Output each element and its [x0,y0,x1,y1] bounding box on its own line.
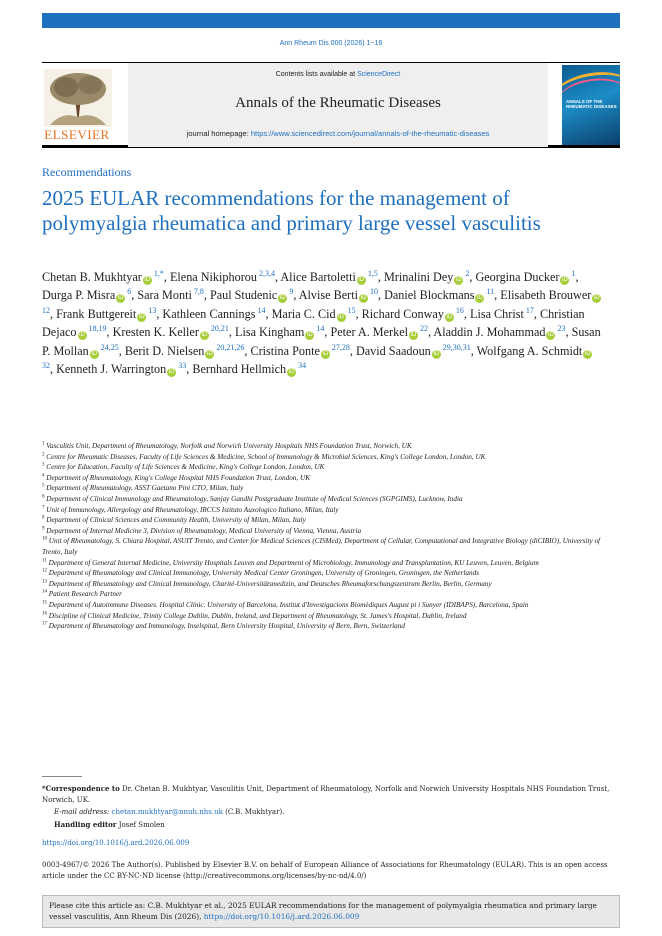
affiliation-text: Unit of Rheumatology, S. Chiara Hospital, ASUIT Trento, and Center for Medical Sciences (CISMed), Department of Cellular, Computational and Integrative Biology (diCIBIO), University of Trento, Italy [42,537,601,556]
author-name[interactable]: Alice Bartoletti [280,270,356,284]
correspondence-footnote [42,784,620,805]
affiliation-item [42,558,602,569]
affiliation-item [42,483,602,494]
affiliation-number: 17 [42,621,47,627]
affiliation-number: 14 [42,589,47,595]
orcid-icon[interactable]: iD [201,332,208,339]
orcid-icon[interactable]: iD [338,313,344,320]
affiliation-number: 4 [42,473,45,479]
author-name[interactable]: Berit D. Nielsen [124,343,205,358]
journal-name: Annals of the Rheumatic Diseases [235,95,441,111]
affiliation-number: 16 [42,611,47,617]
author-affiliation-ref[interactable]: 13 [146,305,157,315]
author [113,325,229,339]
author-affiliation-ref[interactable]: 9 [287,287,294,297]
affiliation-number: 10 [42,536,47,542]
author [235,325,324,339]
orcid-icon[interactable]: iD [279,295,286,302]
affiliation-item [42,462,602,473]
author-affiliation-ref[interactable]: 1,5 [365,268,378,278]
author-affiliation-ref[interactable]: 18,19 [86,324,107,334]
author [56,307,156,321]
affiliation-number: 2 [42,452,45,458]
author-name[interactable]: Kenneth J. Warrington [56,362,167,377]
author [272,307,356,321]
author [299,288,378,302]
orcid-icon[interactable]: iD [593,295,600,302]
citation-doi-link[interactable]: https://doi.org/10.1016/j.ard.2026.06.009 [203,912,360,921]
email-link[interactable]: chetan.mukhtyar@nnuh.nhs.uk [111,808,223,816]
affiliation-text: Centre for Rheumatic Diseases, Faculty of Life Sciences & Medicine, School of Immunology & Microbial Sciences, King's College London, London, UK [44,452,486,461]
author-name[interactable]: Christian Dejaco [42,306,585,340]
author-affiliation-ref[interactable]: 14 [314,324,325,334]
author-affiliation-ref[interactable]: 23 [555,324,566,334]
orcid-icon[interactable]: iD [410,332,417,339]
affiliation-item [42,526,602,537]
affiliation-text: Department of Rheumatology, ASST Gaetano Pini CTO, Milan, Italy [44,484,244,493]
journal-homepage-line [128,129,548,138]
author-name[interactable]: Kresten K. Keller [112,325,199,340]
orcid-icon[interactable]: iD [138,313,145,320]
author [384,288,494,302]
affiliation-text: Department of Clinical Immunology and Rheumatology, Sanjay Gandhi Postgraduate Institute of Medical Sciences (SGPGIMS), Lucknow, India [44,494,463,503]
journal-header-center [128,63,548,147]
affiliation-item [42,452,602,463]
orcid-icon[interactable]: iD [360,295,367,302]
journal-reference: Ann Rheum Dis 000 (2026) 1−16 [279,40,383,47]
doi-link[interactable]: https://doi.org/10.1016/j.ard.2026.06.009 [42,839,190,847]
affiliation-item [42,441,602,452]
author-list: Chetan B. Mukhtyar iD $^{1,*}$, Elena Nikiphorou $^{2,3,4}$, Alice Bartoletti iD $^{1,5}$, Mrinalini Dey iD $^2$, Georgina Ducker iD $^1$, Durga P. Misra iD $^6$, Sara Monti $^{7,8}$, Paul Studenic iD $^9$, Alvise Berti iD $^{10}$, Daniel Blockmans iD $^{11}$, Elisabeth Brouwer iD $^{12}$, Frank Buttgereit iD $^{13}$, Kathleen Cannings $^{14}$, Maria C. Cid iD $^{15}$, Richard Conway iD $^{16}$, Lisa Christ $^{17}$, Christian Dejaco iD $^{18,19}$, Kresten K. Keller iD $^{20,21}$, Lisa Kingham iD $^{14}$, Peter A. Merkel iD $^{22}$, Aladdin J. Mohammad iD $^{23}$, Susan P. Mollan iD $^{24,25}$, Berit D. Nielsen iD $^{20,21,26}$, Cristina Ponte iD $^{27,28}$, David Saadoun iD $^{29,30,31}$, Wolfgang A. Schmidt iD $^{32}$, Kenneth J. Warrington iD $^{33}$, Bernhard Hellmich iD $^{34}$ [42,268,601,377]
journal-header [42,62,620,148]
author-affiliation-ref[interactable]: 14 [255,305,266,315]
affiliation-number: 9 [42,526,45,532]
copyright-notice: 0003-4967/© 2026 The Author(s). Published by Elsevier B.V. on behalf of European Alliance of Associations for Rheumatology (EULAR). This is an open access article under the CC BY-NC-ND license (http://creativecommons.org/licenses/by-nc-nd/4.0/) [42,861,608,880]
citation-text: Please cite this article as: C.B. Mukhtyar et al., 2025 EULAR recommendations for the management of polymyalgia rheumatica and primary large vessel vasculitis, Ann Rheum Dis (2026), [49,901,597,921]
author-affiliation-ref[interactable]: 20,21,26 [214,342,245,352]
author-affiliation-ref[interactable]: 20,21 [208,324,229,334]
author-affiliation-ref[interactable]: 15 [345,305,356,315]
sciencedirect-link[interactable]: ScienceDirect [357,71,401,78]
affiliation-number: 13 [42,579,47,585]
orcid-icon[interactable]: iD [207,350,213,357]
affiliation-item [42,579,602,590]
journal-top-bar [42,13,620,28]
author-affiliation-ref[interactable]: 16 [453,305,464,315]
handling-editor-footnote [54,820,165,829]
homepage-prefix: journal homepage: [186,129,251,138]
author-name[interactable]: Richard Conway [361,306,444,321]
orcid-icon[interactable]: iD [358,277,365,283]
author [210,288,293,302]
affiliation-list [42,441,602,632]
affiliation-text: Department of Rheumatology, King's College Hospital NHS Foundation Trust, London, UK [44,473,310,482]
orcid-icon[interactable]: iD [433,350,440,357]
email-footnote [54,808,284,816]
affiliation-text: Department of General Internal Medicine, University Hospitals Leuven and Department of Microbiology, Immunology and Transplantation, KU Leuven, Leuven, Belgium [46,558,539,567]
affiliation-text: Department of Internal Medicine 3, Division of Rheumatology, Medical University of Vienna, Vienna, Austria [44,526,362,535]
author-affiliation-ref[interactable]: 11 [484,287,495,297]
citation-box [42,895,620,928]
affiliation-text: Department of Rheumatology and Immunology, Inselspital, Bern University Hospital, University of Bern, Bern, Switzerland [47,622,405,631]
handling-label: Handling editor [54,820,117,829]
author-name[interactable]: Georgina Ducker [475,270,560,284]
author [162,307,265,321]
affiliation-text: Department of Rheumatology and Clinical Immunology, University Medical Center Groningen, University of Groningen, Groningen, the Netherlands [47,569,479,578]
orcid-icon[interactable]: iD [322,350,329,357]
orcid-icon[interactable]: iD [288,369,295,376]
author-name[interactable]: Daniel Blockmans [384,288,475,303]
author-name[interactable]: Lisa Kingham [235,325,305,340]
author [42,270,164,284]
orcid-icon[interactable]: iD [446,313,453,320]
author [330,325,428,339]
orcid-icon[interactable]: iD [562,277,568,283]
author [56,362,186,376]
affiliation-text: Department of Clinical Sciences and Community Health, University of Milan, Milan, Italy [44,516,306,525]
author-name[interactable]: Maria C. Cid [271,306,336,321]
author-affiliation-ref[interactable]: 1 [569,268,576,278]
orcid-icon[interactable]: iD [456,277,462,283]
author [170,270,275,284]
author [475,270,575,284]
author-affiliation-ref[interactable]: 1,* [151,268,164,278]
email-label: E-mail address: [54,808,110,816]
author [362,307,464,321]
author [137,288,204,302]
author-affiliation-ref[interactable]: 10 [367,287,378,297]
author-name[interactable]: Susan P. Mollan [42,325,601,358]
author [250,344,349,358]
affiliation-text: Vasculitis Unit, Department of Rheumatology, Norfolk and Norwich University Hospitals NHS Foundation Trust, Norwich, UK [44,442,412,450]
journal-cover-image [562,65,620,145]
affiliation-number: 5 [42,483,45,489]
affiliation-item [42,600,602,611]
affiliation-text: Department of Rheumatology and Clinical Immunology, Charité-Universitätsmedizin, and Deutsches Rheumaforschungszentrum Berlin, Berlin, Germany [47,579,492,588]
cover-title: ANNALS OF THE RHEUMATIC DISEASES [566,99,617,109]
affiliation-item [42,568,602,579]
author-name[interactable]: Wolfgang A. Schmidt [476,343,583,358]
author-affiliation-ref[interactable]: 2 [463,268,470,278]
affiliation-number: 6 [42,494,45,500]
author-affiliation-ref[interactable]: 12 [42,305,50,315]
author-name[interactable]: David Saadoun [355,343,431,358]
orcid-icon[interactable]: iD [117,295,124,302]
author-affiliation-ref[interactable]: 27,28 [329,342,350,352]
author [280,270,377,284]
contents-prefix: Contents lists available at [275,71,358,78]
article-section: Recommendations [42,165,132,179]
author [125,344,245,358]
author-affiliation-ref[interactable]: 29,30,31 [440,342,471,352]
affiliation-text: Unit of Immunology, Allergology and Rheumatology, IRCCS Istituto Auxologico Italiano, Milan, Italy [44,505,339,514]
affiliation-item [42,536,602,557]
affiliation-number: 1 [42,441,45,447]
author-affiliation-ref[interactable]: 34 [296,360,307,370]
orcid-icon[interactable]: iD [168,369,175,376]
orcid-icon[interactable]: iD [91,350,98,357]
article-title: 2025 EULAR recommendations for the management of polymyalgia rheumatica and primary large vessel vasculitis [42,186,541,235]
author-name[interactable]: Alvise Berti [298,288,358,303]
author [42,288,131,302]
author-name[interactable]: Frank Buttgereit [56,306,137,321]
author [356,344,471,358]
author [384,270,469,284]
author-affiliation-ref[interactable]: 33 [176,360,187,370]
author [433,325,565,339]
affiliation-number: 12 [42,568,47,574]
author-name[interactable]: Sara Monti [137,288,192,303]
affiliation-number: 11 [42,558,47,564]
author-affiliation-ref[interactable]: 6 [125,287,132,297]
author-name[interactable]: Peter A. Merkel [330,325,408,340]
author-name[interactable]: Elena Nikiphorou [169,270,257,284]
author-name[interactable]: Kathleen Cannings [162,306,256,321]
author-name[interactable]: Bernhard Hellmich [192,362,287,377]
affiliation-number: 8 [42,515,45,521]
affiliation-text: Patient Research Partner [47,590,122,599]
affiliation-item [42,621,602,632]
author-affiliation-ref[interactable]: 22 [418,324,428,334]
author-affiliation-ref[interactable]: 17 [523,305,534,315]
affiliation-number: 3 [42,462,45,468]
author-affiliation-ref[interactable]: 24,25 [98,342,119,352]
correspondence-text: Dr. Chetan B. Mukhtyar, Vasculitis Unit, Department of Rheumatology, Norfolk and Norwich University Hospitals NHS Foundation Trust, Norwich, UK. [42,785,610,804]
affiliation-text: Discipline of Clinical Medicine, Trinity College Dublin, Dublin, Ireland, and Department of Rheumatology, St. James's Hospital, Dublin, Ireland [47,611,467,620]
author-name[interactable]: Chetan B. Mukhtyar [42,270,142,284]
author-name[interactable]: Mrinalini Dey [383,270,454,284]
author-name[interactable]: Lisa Christ [470,306,524,321]
author-name[interactable]: Cristina Ponte [250,343,320,358]
author-name[interactable]: Durga P. Misra [42,288,116,303]
correspondence-label: *Correspondence to [42,784,120,793]
affiliation-item [42,494,602,505]
affiliation-item [42,473,602,484]
author-affiliation-ref[interactable]: 2,3,4 [256,268,275,278]
affiliation-text: Centre for Education, Faculty of Life Sciences & Medicine, King's College London, London, UK [44,463,325,472]
contents-line [128,71,548,78]
author [470,307,534,321]
author-name[interactable]: Aladdin J. Mohammad [433,325,546,340]
affiliation-text: Department of Autoimmune Diseases. Hospital Clínic. University of Barcelona, Institut d'Investigacions Biomèdiques August pi i Sunyer (IDIBAPS), Barcelona, Spain [47,600,529,609]
orcid-icon[interactable]: iD [548,332,554,339]
affiliation-item [42,505,602,516]
affiliation-number: 15 [42,600,47,606]
orcid-icon[interactable]: iD [79,332,85,339]
author-name[interactable]: Elisabeth Brouwer [500,288,592,303]
author-affiliation-ref[interactable]: 7,8 [191,287,204,297]
author-name[interactable]: Paul Studenic [209,288,278,303]
affiliation-number: 7 [42,505,45,511]
journal-homepage-link[interactable]: https://www.sciencedirect.com/journal/annals-of-the-rheumatic-diseases [250,129,490,138]
orcid-icon[interactable]: iD [584,350,591,357]
elsevier-logo-text: ELSEVIER [44,127,110,142]
orcid-icon[interactable]: iD [307,332,313,339]
affiliation-item [42,589,602,600]
author [192,362,306,376]
author-affiliation-ref[interactable]: 32 [42,360,50,370]
email-suffix: (C.B. Mukhtyar). [222,808,285,816]
footnote-divider [42,776,82,777]
orcid-icon[interactable]: iD [144,277,151,283]
affiliation-item [42,515,602,526]
affiliation-item [42,611,602,622]
orcid-icon[interactable]: iD [477,295,483,302]
handling-editor: Josef Smolen [116,821,165,829]
